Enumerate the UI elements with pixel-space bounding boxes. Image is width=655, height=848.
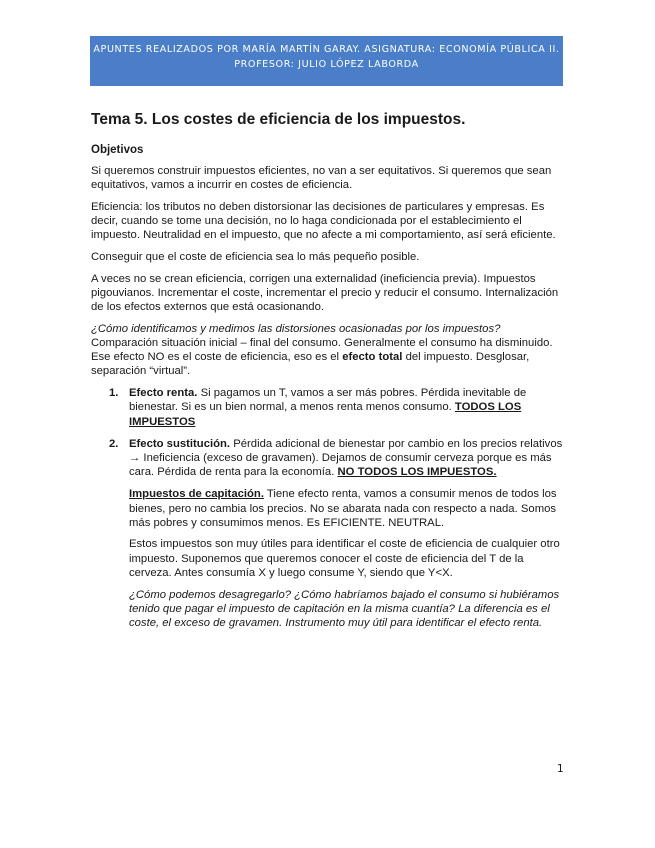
list-item-emphasis: NO TODOS LOS IMPUESTOS. xyxy=(337,466,497,479)
paragraph-5 xyxy=(91,322,565,379)
capitation-paragraph xyxy=(129,487,565,530)
page-number: 1 xyxy=(557,763,564,775)
list-item-text: Si pagamos un T, vamos a ser más pobres. Pérdida inevitable de bienestar. Si es un bien normal, a menos renta menos consumo. xyxy=(129,387,527,414)
capitation-title: Impuestos de capitación. xyxy=(129,488,264,501)
paragraph-3: Conseguir que el coste de eficiencia sea lo más pequeño posible. xyxy=(91,251,420,264)
page-title: Tema 5. Los costes de eficiencia de los impuestos. xyxy=(91,111,466,128)
paragraph-1: Si queremos construir impuestos eficientes, no van a ser equitativos. Si queremos que sean equitativos, vamos a incurrir en costes de eficiencia. xyxy=(91,165,552,192)
list-item xyxy=(91,386,565,429)
capitation-text: Tiene efecto renta, vamos a consumir menos de todos los bienes, pero no cambia los precios. No se abarata nada con respecto a nada. Somos más pobres y consumimos menos. Es EFICIENTE. NEUTRAL. xyxy=(129,488,557,529)
paragraph-7: ¿Cómo podemos desagregarlo? ¿Cómo habríamos bajado el consumo si hubiéramos tenido que pagar el impuesto de capitación en la misma cuantía? La diferencia es el coste, el exceso de gravamen. Instrumento muy útil para identificar el efecto renta. xyxy=(129,588,560,629)
indented-section xyxy=(91,487,565,630)
document-body xyxy=(91,111,565,638)
p5-text-a: Comparación situación inicial – final del consumo. Generalmente el consumo ha disminuido. Ese efecto NO es el coste de eficiencia, eso es el xyxy=(91,337,553,364)
header-banner xyxy=(90,36,563,86)
paragraph-6: Estos impuestos son muy útiles para identificar el coste de eficiencia de cualquier otro impuesto. Suponemos que queremos conocer el coste de eficiencia del T de la cerveza. Antes consumía X y luego consume Y, siendo que Y<X. xyxy=(129,538,560,579)
header-line-1: APUNTES REALIZADOS POR MARÍA MARTÍN GARAY. ASIGNATURA: ECONOMÍA PÚBLICA II. xyxy=(93,44,560,55)
paragraph-2: Eficiencia: los tributos no deben distorsionar las decisiones de particulares y empresas. Es decir, cuando se tome una decisión, no lo haga condicionada por el establecimiento el impuesto. Neutralidad en el impuesto, que no afecte a mi comportamiento, así será eficiente. xyxy=(91,200,556,242)
objectives-heading: Objetivos xyxy=(91,144,144,156)
list-item-title: Efecto sustitución. xyxy=(129,437,231,450)
p5-bold: efecto total xyxy=(342,351,403,364)
question-italic: ¿Cómo identificamos y medimos las distorsiones ocasionadas por los impuestos? xyxy=(91,322,501,335)
effects-list xyxy=(91,386,565,479)
list-item-text: Pérdida adicional de bienestar por cambio en los precios relativos → Ineficiencia (exceso de gravamen). Dejamos de consumir cerveza porque es más cara. Pérdida de renta para la economía. xyxy=(129,437,563,479)
list-number: 1. xyxy=(109,387,119,400)
list-number: 2. xyxy=(109,437,119,450)
list-item xyxy=(91,437,565,480)
header-line-2: PROFESOR: JULIO LÓPEZ LABORDA xyxy=(234,59,419,70)
p5-text-b: del impuesto. Desglosar, separación “virtual”. xyxy=(91,351,530,378)
list-item-title: Efecto renta. xyxy=(129,387,198,400)
paragraph-4: A veces no se crean eficiencia, corrigen una externalidad (ineficiencia previa). Impuestos pigouvianos. Incrementar el coste, incrementar el precio y reducir el consumo. Internalización de los efectos externos que está ocasionando. xyxy=(91,272,559,314)
list-item-emphasis: TODOS LOS IMPUESTOS xyxy=(129,401,522,428)
